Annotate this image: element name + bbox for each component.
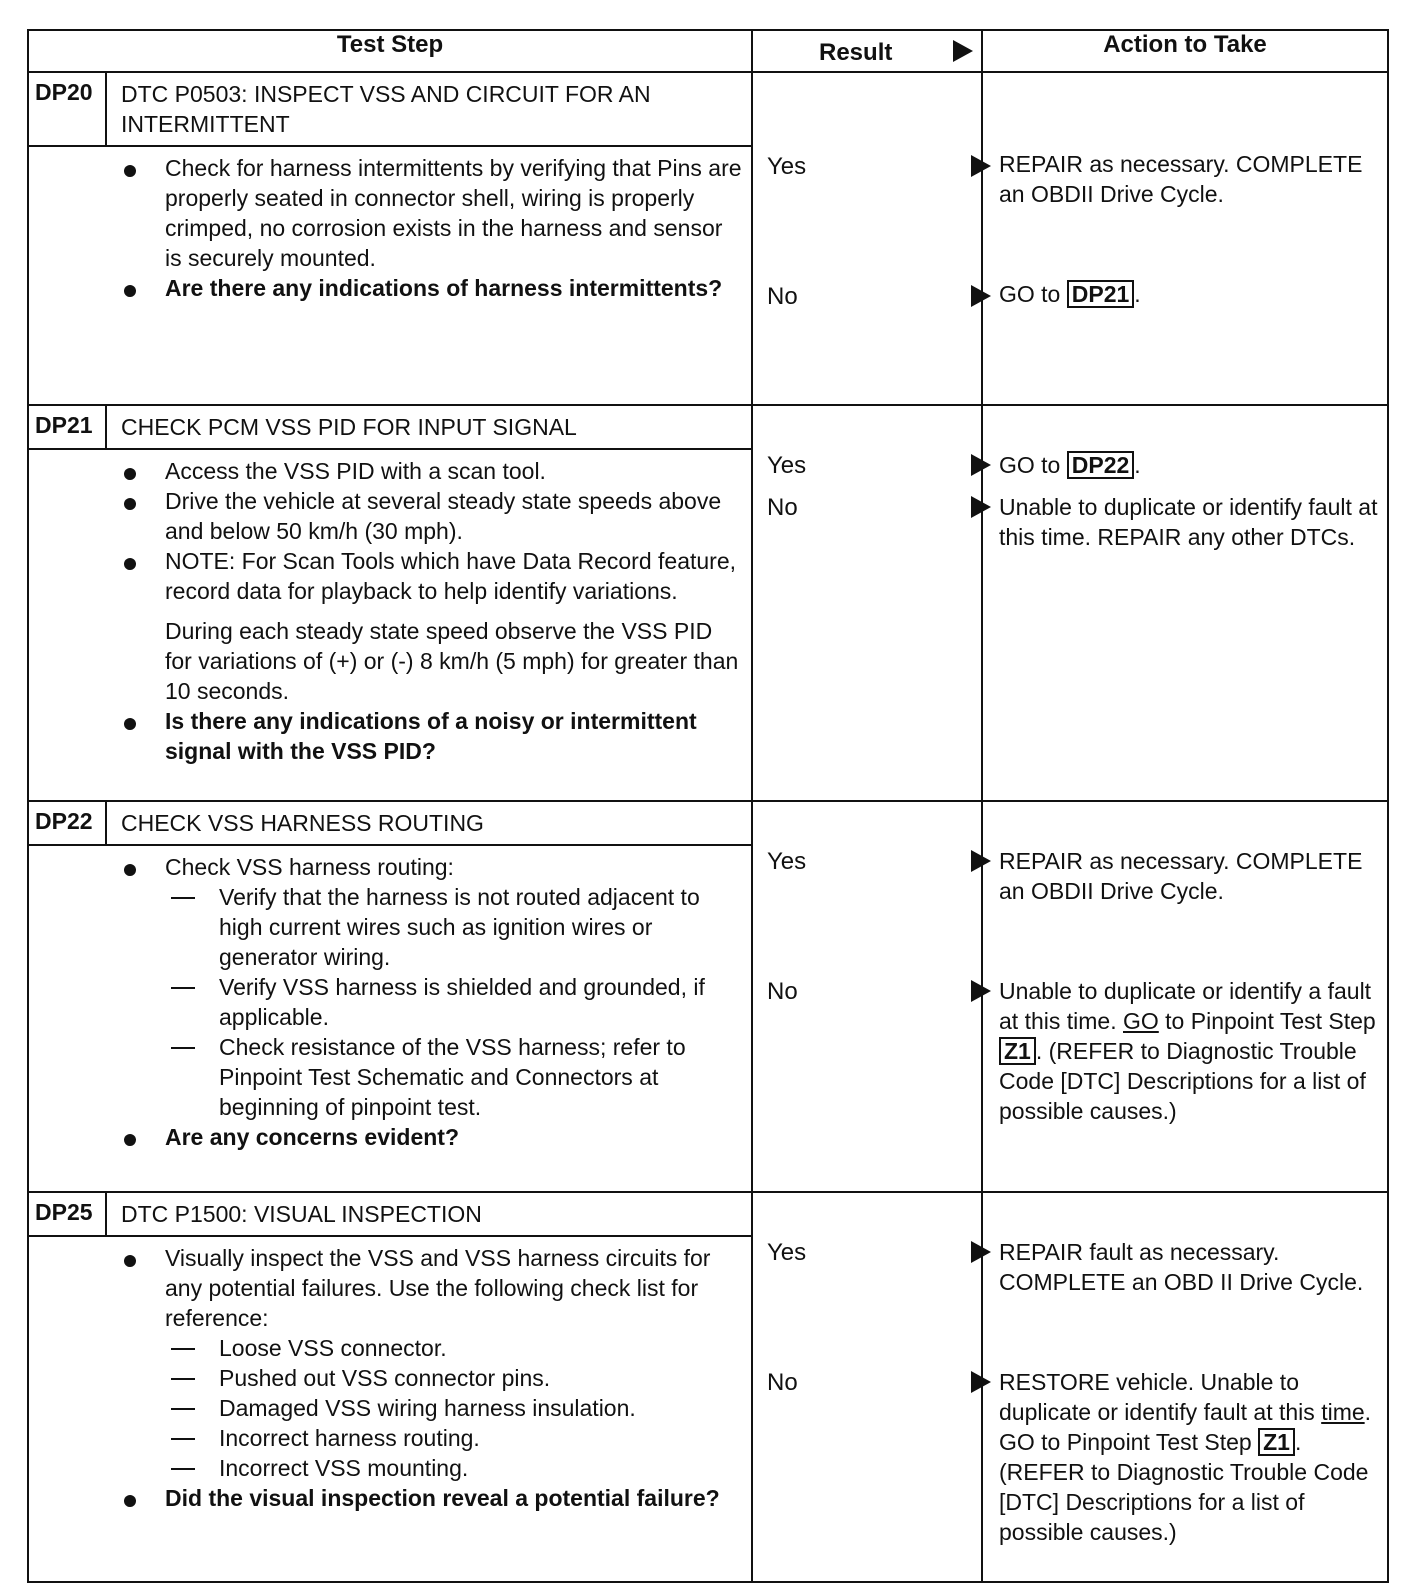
- bullet-item: [29, 456, 743, 486]
- dash-item: [29, 1393, 743, 1423]
- result-yes-label: Yes: [767, 848, 807, 875]
- action-yes: [999, 450, 1381, 480]
- action-yes: REPAIR as necessary. COMPLETE an OBDII Drive Cycle.: [999, 151, 1363, 207]
- step-ref-link[interactable]: Z1: [999, 1037, 1036, 1065]
- step-cell: [28, 801, 752, 1192]
- result-no: [767, 494, 798, 522]
- dash-item: [29, 1333, 743, 1363]
- step-ref-link[interactable]: DP21: [1067, 280, 1135, 308]
- dash-text: Pushed out VSS connector pins.: [219, 1365, 551, 1391]
- action-no: [999, 1367, 1381, 1547]
- result-no: [767, 1369, 798, 1397]
- result-no-label: No: [767, 978, 798, 1005]
- result-no: [767, 283, 798, 311]
- step-ref-link[interactable]: DP22: [1067, 451, 1135, 479]
- bullet-text: NOTE: For Scan Tools which have Data Record feature, record data for playback to help identify variations.: [165, 548, 737, 604]
- bullet-item: [29, 486, 743, 546]
- step-row-dp22: [28, 801, 1388, 1192]
- header-test-step: Test Step: [28, 30, 752, 72]
- dash-icon: [29, 1363, 219, 1393]
- dash-text: Incorrect VSS mounting.: [219, 1455, 469, 1481]
- action-text: GO to: [999, 281, 1061, 307]
- bullet-item: [29, 706, 743, 766]
- dash-icon: [29, 1453, 219, 1483]
- dash-icon: [29, 1393, 219, 1423]
- result-cell: [752, 405, 982, 801]
- bullet-text: Drive the vehicle at several steady state speeds above and below 50 km/h (30 mph).: [165, 488, 722, 544]
- dash-item: [29, 972, 743, 1032]
- action-cell: [982, 405, 1388, 801]
- action-cell: [982, 801, 1388, 1192]
- result-no-label: No: [767, 494, 798, 521]
- arrow-right-icon: [953, 40, 973, 62]
- dash-icon: [29, 882, 219, 972]
- header-row: [28, 30, 1388, 72]
- step-id: DP20: [29, 73, 107, 145]
- step-body: [29, 846, 751, 1156]
- question-text: Are there any indications of harness intermittents?: [165, 275, 723, 301]
- step-title: [29, 406, 751, 450]
- dash-text: Check resistance of the VSS harness; refer to Pinpoint Test Schematic and Connectors at beginning of pinpoint test.: [219, 1034, 686, 1120]
- step-body: [29, 1237, 751, 1517]
- action-no: [999, 976, 1381, 1126]
- step-cell: [28, 72, 752, 405]
- action-text: RESTORE vehicle. Unable to duplicate or identify fault at this: [999, 1369, 1315, 1425]
- result-yes-label: Yes: [767, 1239, 807, 1266]
- step-id: DP22: [29, 802, 107, 844]
- bullet-item: [29, 1243, 743, 1333]
- result-cell: [752, 801, 982, 1192]
- result-cell: [752, 1192, 982, 1582]
- question-text: Is there any indications of a noisy or intermittent signal with the VSS PID?: [165, 708, 697, 764]
- bullet-text: Check VSS harness routing:: [165, 854, 454, 880]
- step-title: [29, 73, 751, 147]
- action-yes: REPAIR as necessary. COMPLETE an OBDII Drive Cycle.: [999, 848, 1363, 904]
- header-result: [752, 30, 982, 72]
- action-yes: REPAIR fault as necessary. COMPLETE an OBD II Drive Cycle.: [999, 1239, 1364, 1295]
- bullet-item: [29, 546, 743, 606]
- result-cell: [752, 72, 982, 405]
- action-text: .: [1134, 281, 1141, 307]
- step-title: [29, 802, 751, 846]
- question-text: Did the visual inspection reveal a potential failure?: [165, 1485, 720, 1511]
- bullet-item: [29, 1122, 743, 1152]
- action-no: [999, 279, 1381, 309]
- dash-text: Loose VSS connector.: [219, 1335, 447, 1361]
- bullet-icon: [29, 273, 165, 303]
- step-row-dp25: [28, 1192, 1388, 1582]
- step-body: [29, 450, 751, 770]
- bullet-text: Access the VSS PID with a scan tool.: [165, 458, 546, 484]
- dash-item: [29, 882, 743, 972]
- dash-text: Verify that the harness is not routed adjacent to high current wires such as ignition wires or generator wiring.: [219, 884, 700, 970]
- action-text: . (REFER to Diagnostic Trouble Code [DTC] Descriptions for a list of possible causes.): [999, 1429, 1369, 1545]
- bullet-icon: [29, 486, 165, 546]
- step-title: [29, 1193, 751, 1237]
- step-body: [29, 147, 751, 307]
- bullet-icon: [29, 1122, 165, 1152]
- dash-item: [29, 1363, 743, 1393]
- step-id: DP25: [29, 1193, 107, 1235]
- result-no: [767, 978, 798, 1006]
- action-text: . (REFER to Diagnostic Trouble Code [DTC] Descriptions for a list of possible causes.): [999, 1038, 1366, 1124]
- step-row-dp21: [28, 405, 1388, 801]
- result-no-label: No: [767, 1369, 798, 1396]
- bullet-icon: [29, 546, 165, 606]
- action-text: GO to: [999, 452, 1061, 478]
- dash-text: Verify VSS harness is shielded and grounded, if applicable.: [219, 974, 705, 1030]
- action-cell: [982, 72, 1388, 405]
- header-action: Action to Take: [982, 30, 1388, 72]
- action-text: Unable to duplicate or identify a fault at this time.: [999, 978, 1372, 1034]
- step-cell: [28, 405, 752, 801]
- result-yes-label: Yes: [767, 452, 807, 479]
- header-result-label: Result: [819, 39, 893, 66]
- bullet-item: [29, 273, 743, 303]
- dash-text: Incorrect harness routing.: [219, 1425, 480, 1451]
- bullet-icon: [29, 706, 165, 766]
- dash-item: [29, 1032, 743, 1122]
- step-title-text: DTC P1500: VISUAL INSPECTION: [121, 1201, 482, 1227]
- result-yes: [767, 452, 806, 480]
- action-cell: [982, 1192, 1388, 1582]
- step-ref-link[interactable]: Z1: [1258, 1428, 1295, 1456]
- step-row-dp20: [28, 72, 1388, 405]
- bullet-icon: [29, 1243, 165, 1333]
- bullet-icon: [29, 1483, 165, 1513]
- step-title-text: CHECK VSS HARNESS ROUTING: [121, 810, 484, 836]
- result-yes: [767, 848, 806, 876]
- action-text: .: [1134, 452, 1141, 478]
- action-text: GO: [1123, 1008, 1159, 1034]
- pinpoint-test-table: [27, 29, 1389, 1583]
- question-text: Are any concerns evident?: [165, 1124, 459, 1150]
- result-yes: [767, 1239, 806, 1267]
- dash-text: Damaged VSS wiring harness insulation.: [219, 1395, 636, 1421]
- dash-item: [29, 1423, 743, 1453]
- result-yes-label: Yes: [767, 153, 807, 180]
- step-title-text: CHECK PCM VSS PID FOR INPUT SIGNAL: [121, 414, 577, 440]
- result-no-label: No: [767, 283, 798, 310]
- bullet-item: [29, 852, 743, 882]
- step-id: DP21: [29, 406, 107, 448]
- step-title-text: DTC P0503: INSPECT VSS AND CIRCUIT FOR AN INTERMITTENT: [121, 81, 651, 137]
- dash-icon: [29, 1032, 219, 1122]
- dash-icon: [29, 1333, 219, 1363]
- result-yes: [767, 153, 806, 181]
- dash-icon: [29, 972, 219, 1032]
- bullet-item: [29, 153, 743, 273]
- step-cell: [28, 1192, 752, 1582]
- dash-icon: [29, 1423, 219, 1453]
- bullet-icon: [29, 153, 165, 273]
- bullet-icon: [29, 456, 165, 486]
- bullet-item: [29, 1483, 743, 1513]
- bullet-text: Check for harness intermittents by verifying that Pins are properly seated in connector shell, wiring is properly crimped, no corrosion exists in the harness and sensor is securely mounted.: [165, 155, 742, 271]
- action-text: to Pinpoint Test Step: [1165, 1008, 1376, 1034]
- bullet-text: Visually inspect the VSS and VSS harness circuits for any potential failures. Use the following check list for reference:: [165, 1245, 711, 1331]
- action-no: Unable to duplicate or identify fault at this time. REPAIR any other DTCs.: [999, 494, 1378, 550]
- bullet-icon: [29, 852, 165, 882]
- action-text: time: [1321, 1399, 1365, 1425]
- action-text: . GO to Pinpoint Test Step: [999, 1399, 1372, 1455]
- dash-item: [29, 1453, 743, 1483]
- paragraph-text: During each steady state speed observe the VSS PID for variations of (+) or (-) 8 km/h (5 mph) for greater than 10 seconds.: [165, 618, 739, 704]
